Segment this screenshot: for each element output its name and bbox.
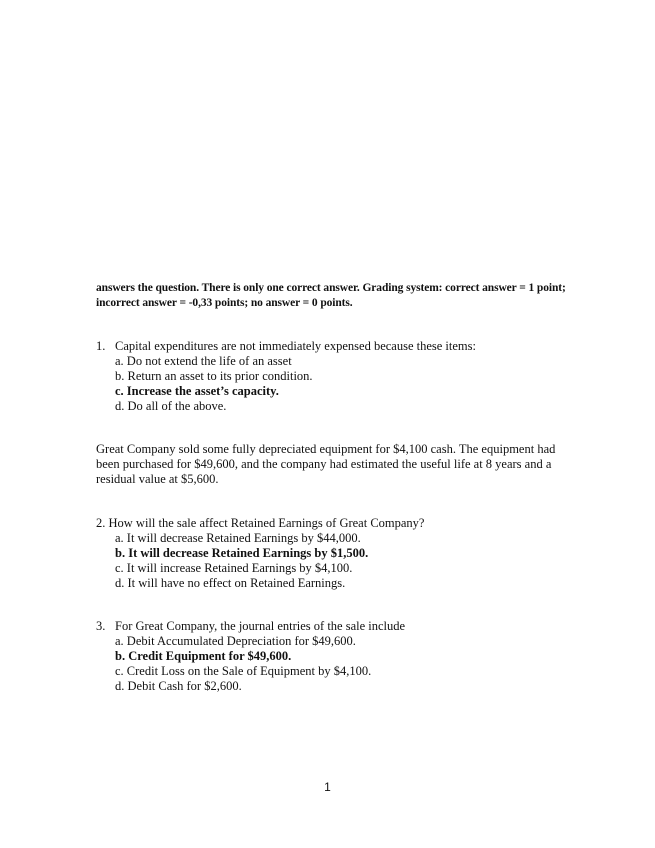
question-2: [96, 516, 566, 591]
question-1-option-b: b. Return an asset to its prior condition.: [115, 369, 313, 383]
question-1-option-c: c. Increase the asset’s capacity.: [115, 384, 279, 398]
question-1: [96, 339, 566, 414]
question-3-option-b: b. Credit Equipment for $49,600.: [115, 649, 292, 663]
question-2-option-c: c. It will increase Retained Earnings by $4,100.: [115, 561, 353, 575]
question-1-text: Capital expenditures are not immediately expensed because these items:: [115, 339, 476, 353]
question-1-number: 1.: [96, 339, 106, 353]
question-3-stem: [96, 619, 566, 634]
question-1-stem: [96, 339, 566, 354]
question-1-option-d: d. Do all of the above.: [115, 399, 227, 413]
question-3: [96, 619, 566, 694]
question-3-number: 3.: [96, 619, 106, 633]
page-number: 1: [324, 780, 331, 794]
scenario-paragraph: Great Company sold some fully depreciated equipment for $4,100 cash. The equipment had been purchased for $49,600, and the company had estimated the useful life at 8 years and a residual value at $5,600.: [96, 442, 556, 486]
question-2-option-a: a. It will decrease Retained Earnings by $44,000.: [115, 531, 361, 545]
question-2-option-b: b. It will decrease Retained Earnings by $1,500.: [115, 546, 369, 560]
instructions-text: answers the question. There is only one correct answer. Grading system: correct answer = 1 point; incorrect answer = -0,33 points; no answer = 0 points.: [96, 282, 566, 309]
question-3-text: For Great Company, the journal entries of the sale include: [115, 619, 406, 633]
question-3-option-d: d. Debit Cash for $2,600.: [115, 679, 242, 693]
question-2-option-d: d. It will have no effect on Retained Earnings.: [115, 576, 346, 590]
question-3-option-a: a. Debit Accumulated Depreciation for $49,600.: [115, 634, 356, 648]
question-2-stem: 2. How will the sale affect Retained Earnings of Great Company?: [96, 516, 425, 530]
question-3-option-c: c. Credit Loss on the Sale of Equipment by $4,100.: [115, 664, 372, 678]
question-1-option-a: a. Do not extend the life of an asset: [115, 354, 292, 368]
